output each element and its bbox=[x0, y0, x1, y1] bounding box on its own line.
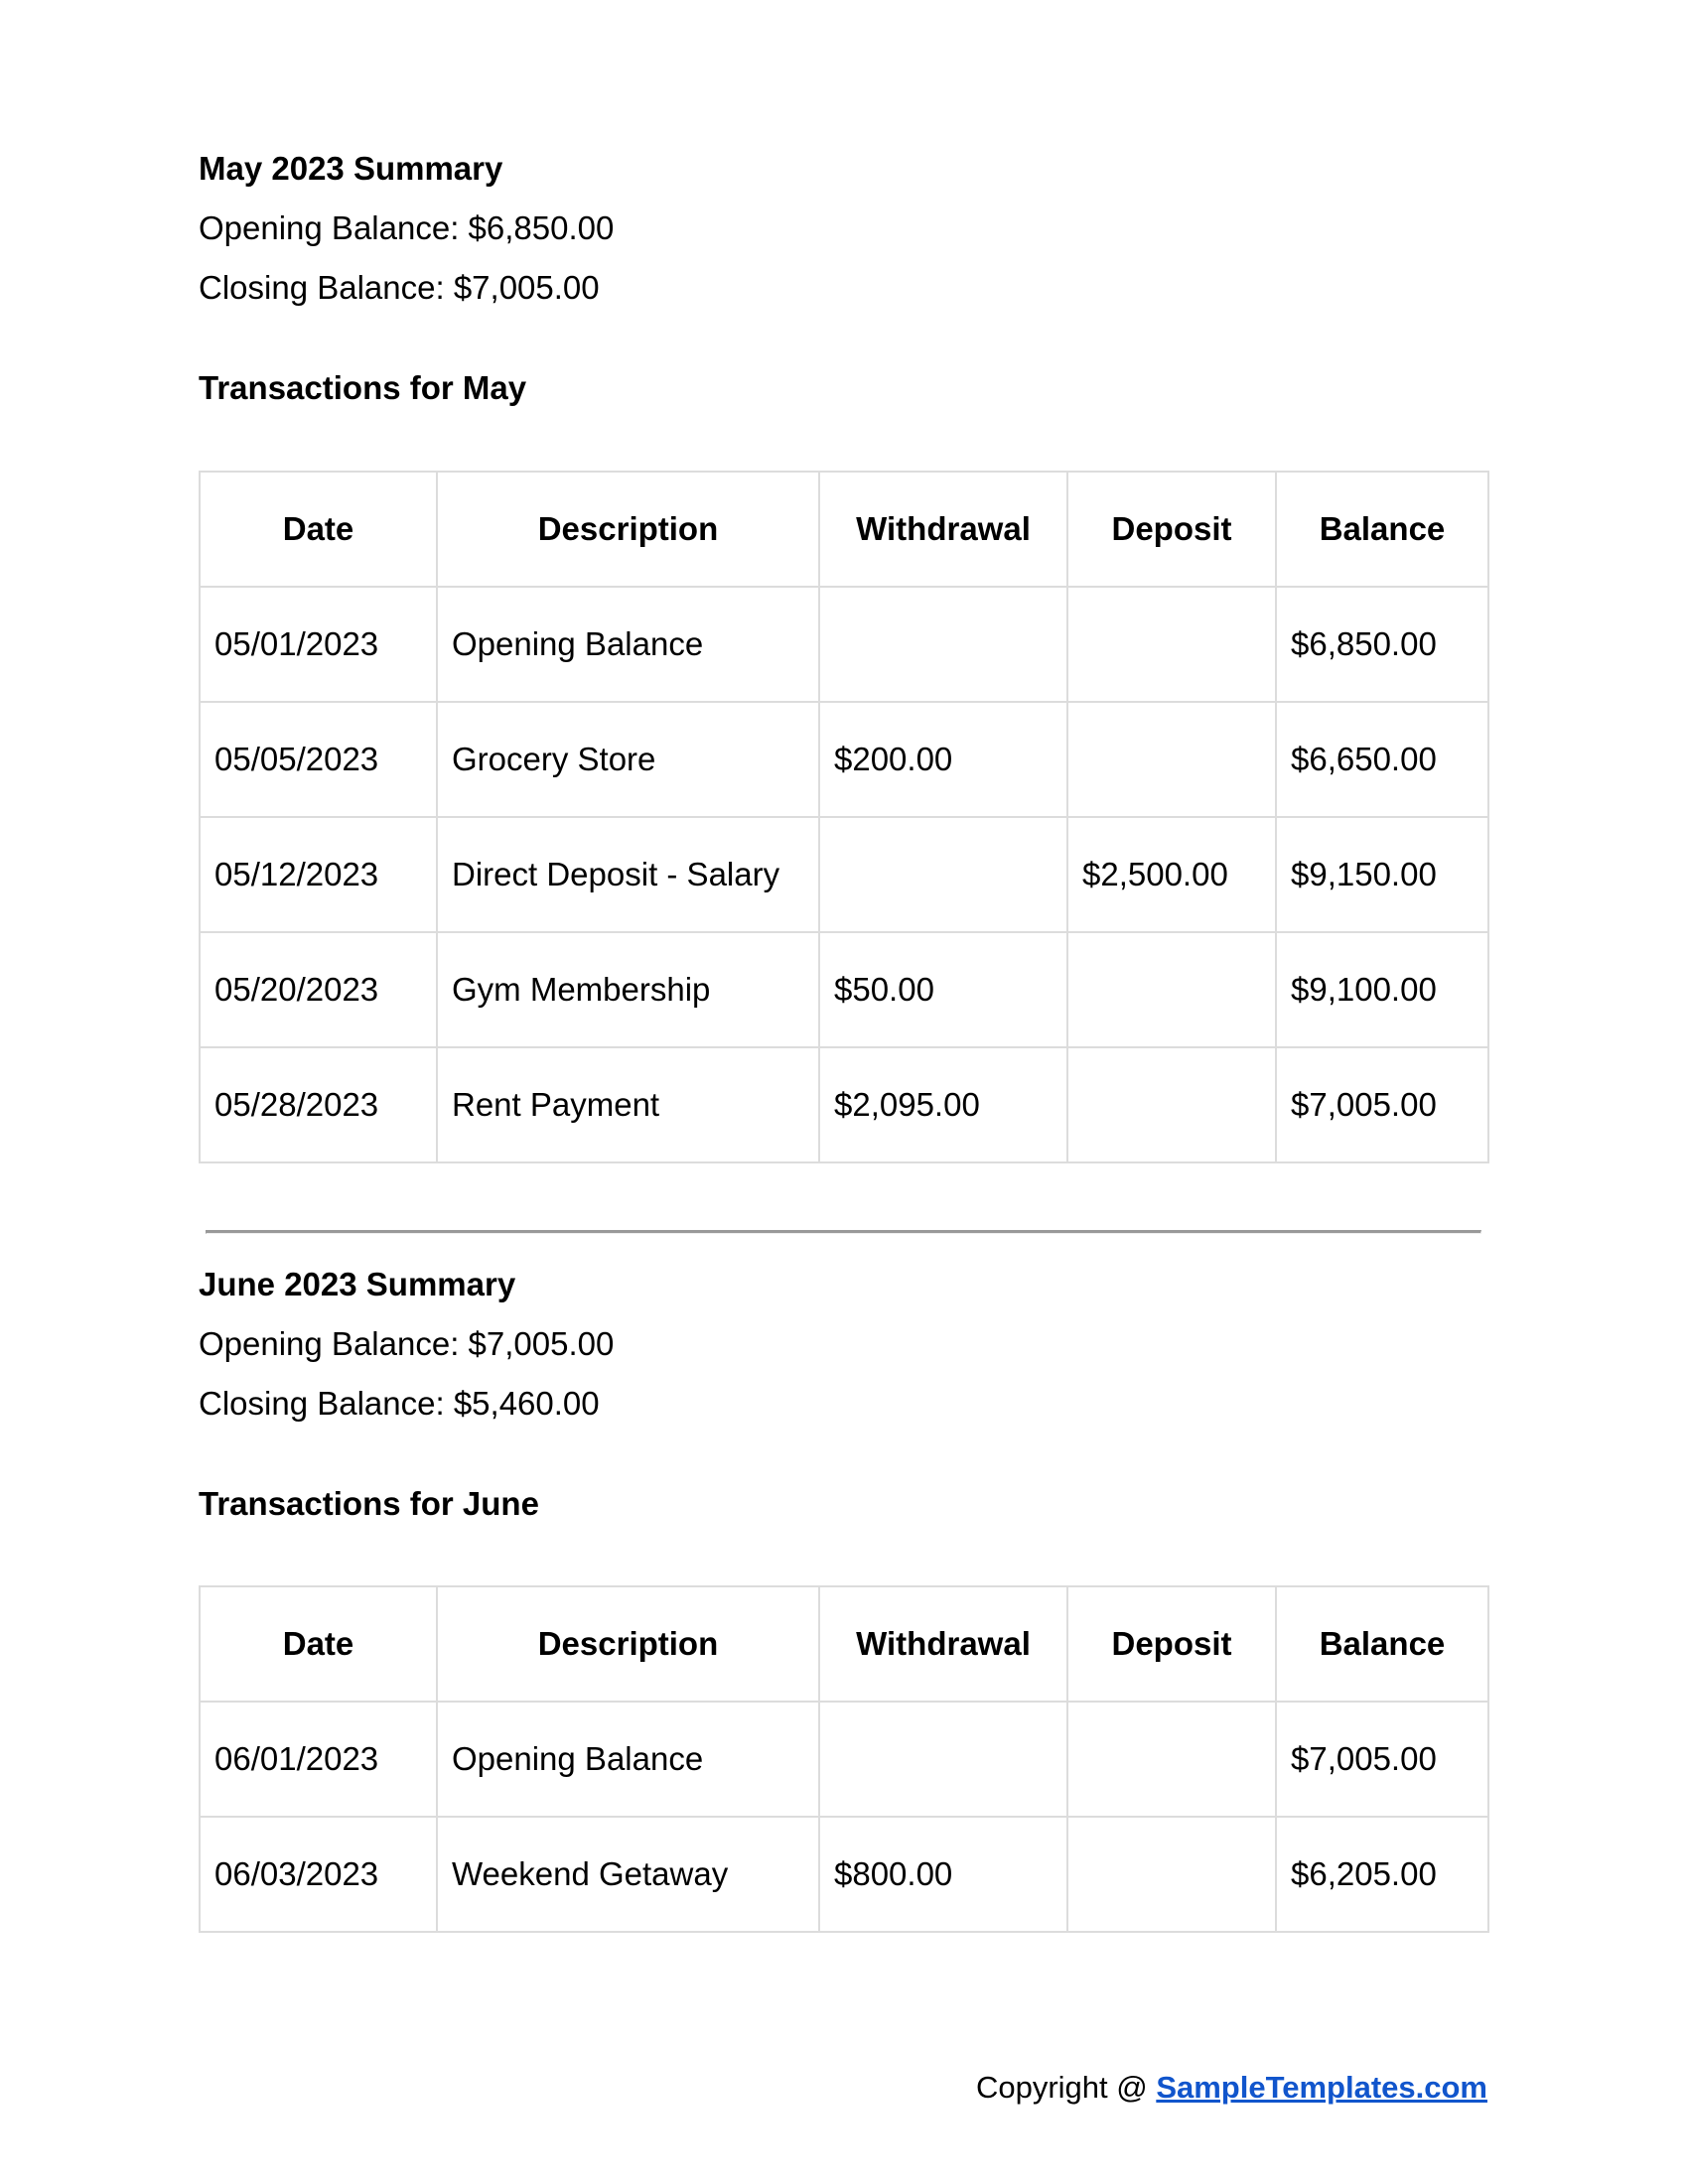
cell-deposit: $2,500.00 bbox=[1067, 817, 1276, 932]
column-header-deposit: Deposit bbox=[1067, 1586, 1276, 1702]
cell-date: 05/20/2023 bbox=[200, 932, 437, 1047]
column-header-date: Date bbox=[200, 472, 437, 587]
june-closing-balance: Closing Balance: $5,460.00 bbox=[199, 1385, 600, 1422]
may-transactions-title: Transactions for May bbox=[199, 369, 527, 406]
cell-balance: $6,850.00 bbox=[1276, 587, 1488, 702]
cell-balance: $6,650.00 bbox=[1276, 702, 1488, 817]
section-divider bbox=[206, 1230, 1481, 1234]
cell-balance: $9,100.00 bbox=[1276, 932, 1488, 1047]
cell-balance: $9,150.00 bbox=[1276, 817, 1488, 932]
may-opening-balance: Opening Balance: $6,850.00 bbox=[199, 209, 615, 246]
table-header-row bbox=[200, 1586, 1488, 1702]
cell-balance: $7,005.00 bbox=[1276, 1047, 1488, 1162]
column-header-withdrawal: Withdrawal bbox=[819, 1586, 1067, 1702]
copyright-footer bbox=[976, 2070, 1487, 2106]
cell-withdrawal bbox=[819, 587, 1067, 702]
june-opening-balance: Opening Balance: $7,005.00 bbox=[199, 1325, 615, 1362]
cell-date: 05/05/2023 bbox=[200, 702, 437, 817]
column-header-withdrawal: Withdrawal bbox=[819, 472, 1067, 587]
cell-description: Rent Payment bbox=[437, 1047, 819, 1162]
table-header-row bbox=[200, 472, 1488, 587]
cell-deposit bbox=[1067, 1047, 1276, 1162]
cell-date: 05/01/2023 bbox=[200, 587, 437, 702]
cell-withdrawal bbox=[819, 1702, 1067, 1817]
cell-deposit bbox=[1067, 587, 1276, 702]
cell-description: Gym Membership bbox=[437, 932, 819, 1047]
cell-deposit bbox=[1067, 1702, 1276, 1817]
column-header-deposit: Deposit bbox=[1067, 472, 1276, 587]
table-row bbox=[200, 817, 1488, 932]
cell-description: Grocery Store bbox=[437, 702, 819, 817]
may-summary-title: May 2023 Summary bbox=[199, 150, 503, 187]
june-transactions-table bbox=[199, 1585, 1489, 1933]
table-row bbox=[200, 702, 1488, 817]
cell-description: Opening Balance bbox=[437, 587, 819, 702]
june-transactions-title: Transactions for June bbox=[199, 1485, 539, 1522]
cell-description: Direct Deposit - Salary bbox=[437, 817, 819, 932]
cell-withdrawal: $200.00 bbox=[819, 702, 1067, 817]
cell-date: 05/12/2023 bbox=[200, 817, 437, 932]
column-header-description: Description bbox=[437, 1586, 819, 1702]
cell-deposit bbox=[1067, 932, 1276, 1047]
cell-withdrawal: $50.00 bbox=[819, 932, 1067, 1047]
may-transactions-table bbox=[199, 471, 1489, 1163]
cell-description: Opening Balance bbox=[437, 1702, 819, 1817]
cell-withdrawal: $800.00 bbox=[819, 1817, 1067, 1932]
cell-withdrawal: $2,095.00 bbox=[819, 1047, 1067, 1162]
table-row bbox=[200, 1702, 1488, 1817]
column-header-balance: Balance bbox=[1276, 472, 1488, 587]
column-header-description: Description bbox=[437, 472, 819, 587]
column-header-date: Date bbox=[200, 1586, 437, 1702]
cell-deposit bbox=[1067, 1817, 1276, 1932]
cell-date: 05/28/2023 bbox=[200, 1047, 437, 1162]
cell-deposit bbox=[1067, 702, 1276, 817]
june-summary-title: June 2023 Summary bbox=[199, 1266, 516, 1302]
table-row bbox=[200, 1817, 1488, 1932]
cell-withdrawal bbox=[819, 817, 1067, 932]
cell-date: 06/01/2023 bbox=[200, 1702, 437, 1817]
cell-date: 06/03/2023 bbox=[200, 1817, 437, 1932]
sampletemplates-link[interactable]: SampleTemplates.com bbox=[1156, 2070, 1487, 2105]
may-closing-balance: Closing Balance: $7,005.00 bbox=[199, 269, 600, 306]
column-header-balance: Balance bbox=[1276, 1586, 1488, 1702]
cell-description: Weekend Getaway bbox=[437, 1817, 819, 1932]
cell-balance: $6,205.00 bbox=[1276, 1817, 1488, 1932]
table-row bbox=[200, 587, 1488, 702]
copyright-text: Copyright @ bbox=[975, 2070, 1157, 2105]
table-row bbox=[200, 1047, 1488, 1162]
cell-balance: $7,005.00 bbox=[1276, 1702, 1488, 1817]
table-row bbox=[200, 932, 1488, 1047]
